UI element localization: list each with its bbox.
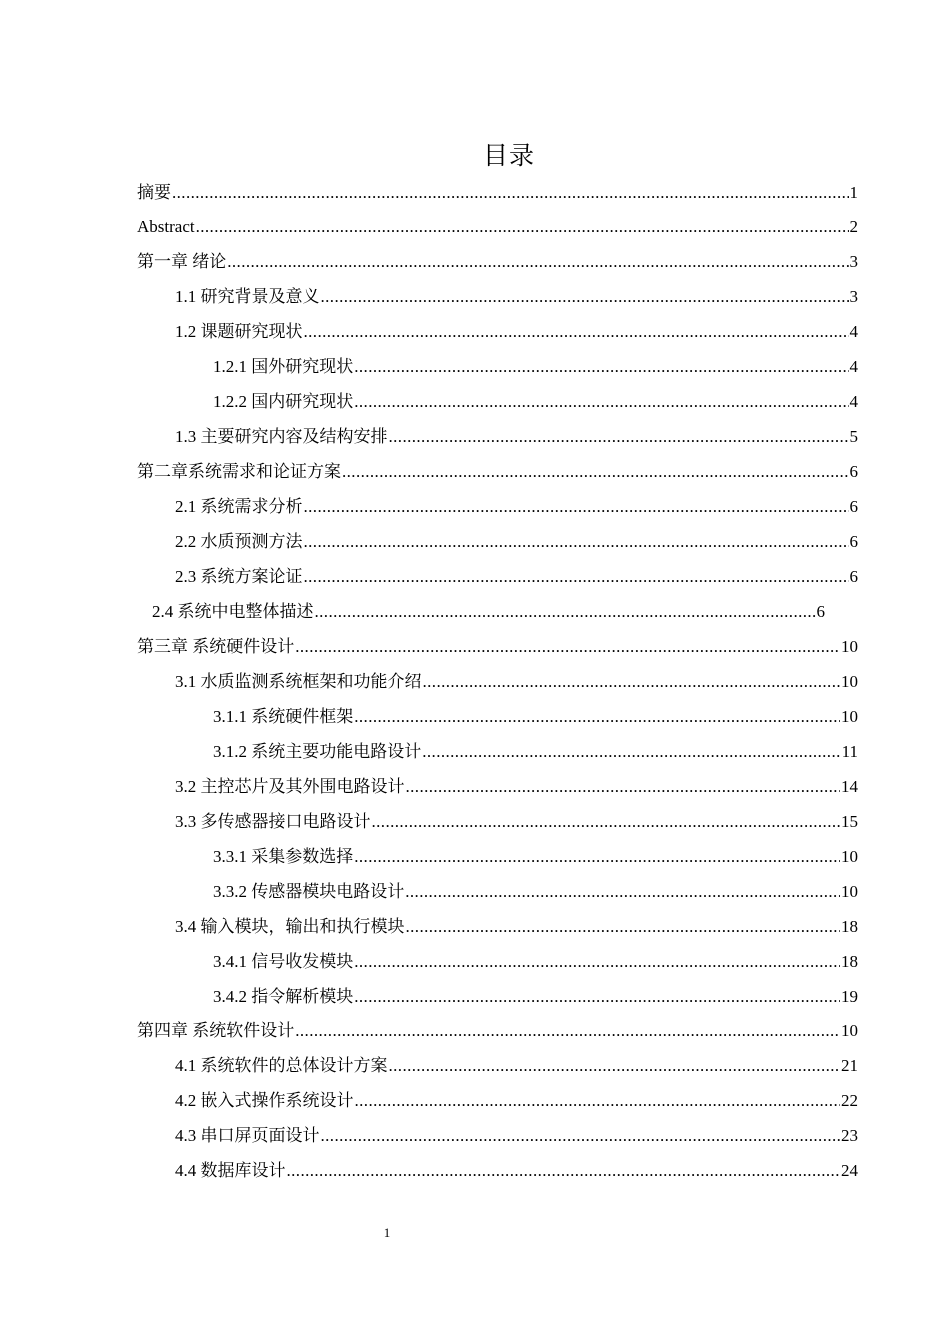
toc-entry[interactable] <box>213 706 858 728</box>
toc-entry-label: 1.2 课题研究现状 <box>175 322 303 341</box>
dot-leader <box>295 1020 840 1042</box>
dot-leader <box>287 1160 841 1182</box>
toc-entry-label: 3.4.2 指令解析模块 <box>213 987 354 1006</box>
toc-entry-page-number: 4 <box>849 357 858 376</box>
dot-leader <box>354 986 840 1008</box>
toc-entry-page-number: 21 <box>841 1056 858 1075</box>
toc-entry-label: 1.3 主要研究内容及结构安排 <box>175 427 388 446</box>
toc-entry-label: 2.2 水质预测方法 <box>175 532 303 551</box>
toc-entry-page-number: 6 <box>849 532 858 551</box>
toc-entry[interactable] <box>175 811 858 833</box>
dot-leader <box>405 881 840 903</box>
toc-entry[interactable] <box>137 216 858 238</box>
toc-entry-label: 3.1 水质监测系统框架和功能介绍 <box>175 672 422 691</box>
toc-entry-label: 3.3.1 采集参数选择 <box>213 847 354 866</box>
dot-leader <box>342 461 849 483</box>
toc-entry[interactable] <box>175 566 858 588</box>
toc-entry-page-number: 11 <box>841 742 858 761</box>
page-number-footer: 1 <box>383 1225 391 1240</box>
toc-entry[interactable] <box>175 496 858 518</box>
toc-entry-page-number: 5 <box>849 427 858 446</box>
toc-entry-page-number: 1 <box>849 183 858 202</box>
toc-entry-page-number: 18 <box>841 952 858 971</box>
toc-entry[interactable] <box>213 356 858 378</box>
toc-entry[interactable] <box>213 951 858 973</box>
toc-entry-page-number: 2 <box>849 217 858 236</box>
toc-entry-label: 2.3 系统方案论证 <box>175 567 303 586</box>
toc-entry[interactable] <box>152 601 825 623</box>
toc-entry[interactable] <box>175 286 858 308</box>
toc-entry[interactable] <box>213 846 858 868</box>
toc-entry-label: 3.1.2 系统主要功能电路设计 <box>213 742 422 761</box>
toc-entry-page-number: 6 <box>849 497 858 516</box>
dot-leader <box>304 566 849 588</box>
toc-entry[interactable] <box>175 426 858 448</box>
dot-leader <box>422 741 840 763</box>
dot-leader <box>389 1055 841 1077</box>
toc-entry[interactable] <box>175 531 858 553</box>
toc-entry-label: 4.1 系统软件的总体设计方案 <box>175 1056 388 1075</box>
toc-entry[interactable] <box>175 1160 858 1182</box>
toc-entry-page-number: 10 <box>841 847 858 866</box>
toc-entry-page-number: 14 <box>841 777 858 796</box>
toc-entry[interactable] <box>137 182 858 204</box>
toc-entry-label: 摘要 <box>137 183 171 202</box>
toc-entry-label: 第一章 绪论 <box>137 252 227 271</box>
toc-entry-page-number: 10 <box>841 882 858 901</box>
toc-entry-label: 1.2.2 国内研究现状 <box>213 392 354 411</box>
toc-entry-page-number: 6 <box>849 567 858 586</box>
toc-entry-label: 4.2 嵌入式操作系统设计 <box>175 1091 354 1110</box>
toc-entry-page-number: 10 <box>841 637 858 656</box>
dot-leader <box>172 182 849 204</box>
dot-leader <box>406 776 841 798</box>
toc-entry-page-number: 4 <box>849 392 858 411</box>
toc-entry-page-number: 19 <box>841 987 858 1006</box>
dot-leader <box>227 251 848 273</box>
toc-title: 目录 <box>482 141 535 170</box>
dot-leader <box>354 951 840 973</box>
dot-leader <box>304 496 849 518</box>
toc-entry-page-number: 23 <box>841 1126 858 1145</box>
toc-entry[interactable] <box>213 986 858 1008</box>
dot-leader <box>354 846 840 868</box>
toc-entry[interactable] <box>175 671 858 693</box>
toc-entry[interactable] <box>175 1090 858 1112</box>
dot-leader <box>354 356 848 378</box>
dot-leader <box>355 1090 841 1112</box>
toc-entry-page-number: 6 <box>816 602 825 621</box>
dot-leader <box>389 426 849 448</box>
toc-entry-label: 3.3.2 传感器模块电路设计 <box>213 882 405 901</box>
toc-entry-label: 4.3 串口屏页面设计 <box>175 1126 320 1145</box>
toc-entry[interactable] <box>175 916 858 938</box>
toc-entry[interactable] <box>137 461 858 483</box>
dot-leader <box>354 391 848 413</box>
toc-entry[interactable] <box>175 1055 858 1077</box>
toc-entry-label: 3.1.1 系统硬件框架 <box>213 707 354 726</box>
toc-entry-label: 第四章 系统软件设计 <box>137 1021 295 1040</box>
toc-entry-label: 3.4.1 信号收发模块 <box>213 952 354 971</box>
dot-leader <box>406 916 841 938</box>
toc-entry-label: 3.3 多传感器接口电路设计 <box>175 812 371 831</box>
toc-entry[interactable] <box>175 1125 858 1147</box>
toc-entry-page-number: 15 <box>841 812 858 831</box>
toc-entry-label: 3.2 主控芯片及其外围电路设计 <box>175 777 405 796</box>
toc-entry[interactable] <box>137 1020 858 1042</box>
toc-entry-label: 4.4 数据库设计 <box>175 1161 286 1180</box>
dot-leader <box>295 636 840 658</box>
toc-entry-label: Abstract <box>137 217 195 236</box>
dot-leader <box>304 531 849 553</box>
toc-entry-page-number: 6 <box>849 462 858 481</box>
dot-leader <box>315 601 816 623</box>
toc-entry-page-number: 10 <box>841 672 858 691</box>
toc-entry-page-number: 10 <box>841 707 858 726</box>
dot-leader <box>354 706 840 728</box>
toc-entry-label: 2.1 系统需求分析 <box>175 497 303 516</box>
toc-entry-label: 1.2.1 国外研究现状 <box>213 357 354 376</box>
toc-entry[interactable] <box>213 391 858 413</box>
toc-entry[interactable] <box>175 321 858 343</box>
toc-entry-page-number: 3 <box>849 287 858 306</box>
dot-leader <box>196 216 849 238</box>
toc-entry-label: 2.4 系统中电整体描述 <box>152 602 314 621</box>
toc-entry-page-number: 24 <box>841 1161 858 1180</box>
toc-entry-page-number: 18 <box>841 917 858 936</box>
toc-entry[interactable] <box>175 776 858 798</box>
toc-entry-page-number: 4 <box>849 322 858 341</box>
toc-entry-label: 第二章系统需求和论证方案 <box>137 462 341 481</box>
dot-leader <box>423 671 841 693</box>
dot-leader <box>321 1125 841 1147</box>
dot-leader <box>321 286 849 308</box>
toc-entry-label: 第三章 系统硬件设计 <box>137 637 295 656</box>
dot-leader <box>304 321 849 343</box>
toc-entry[interactable] <box>137 636 858 658</box>
toc-entry-page-number: 3 <box>849 252 858 271</box>
dot-leader <box>372 811 841 833</box>
toc-entry-page-number: 10 <box>841 1021 858 1040</box>
toc-entry-page-number: 22 <box>841 1091 858 1110</box>
toc-entry[interactable] <box>137 251 858 273</box>
toc-entry-label: 3.4 输入模块，输出和执行模块 <box>175 917 405 936</box>
toc-entry[interactable] <box>213 881 858 903</box>
toc-entry[interactable] <box>213 741 858 763</box>
toc-entry-label: 1.1 研究背景及意义 <box>175 287 320 306</box>
